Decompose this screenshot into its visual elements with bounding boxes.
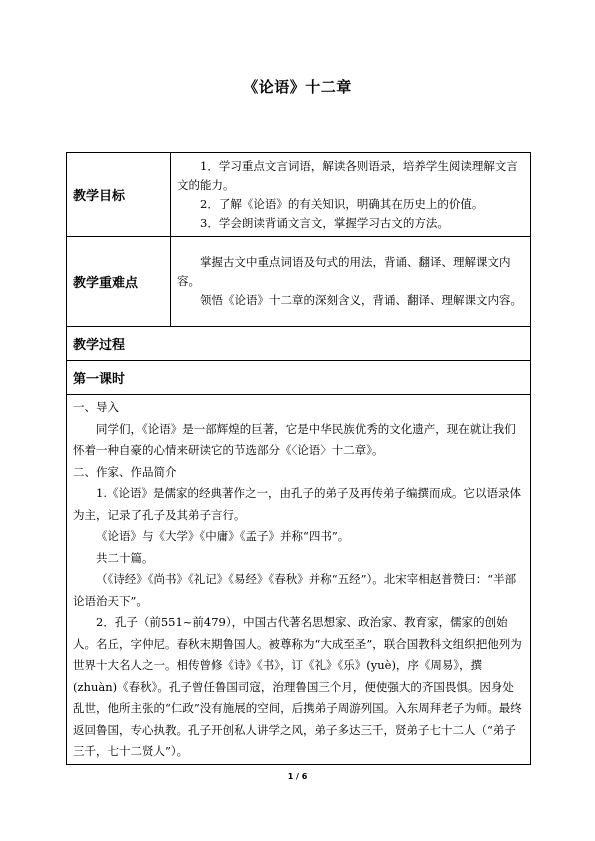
section-heading: 二、作家、作品简介 (73, 464, 177, 479)
body-paragraph: 同学们，《论语》是一部辉煌的巨著，它是中华民族优秀的文化遗产，现在就让我们怀着一种自豪的心情来研读它的节选部分《〈论语〉十二章》。 (73, 421, 516, 457)
key-point-item: 领悟《论语》十二章的深刻含义，背诵、翻译、理解课文内容。 (200, 293, 522, 307)
process-row (67, 327, 531, 361)
objectives-content (171, 153, 531, 237)
body-paragraph: 2．孔子（前551~前479），中国古代著名思想家、政治家、教育家，儒家的创始人。名丘，字仲尼。春秋末期鲁国人。被尊称为“大成至圣”，联合国教科文组织把他列为世界十大名人之一。相传曾修《诗》《书》，订《礼》《乐》(yuè)，序《周易》，撰(zhuàn)《春秋》。孔子曾任鲁国司寇，治理鲁国三个月，便使强大的齐国畏惧。因身处乱世，他所主张的“仁政”没有施展的空间，后携弟子周游列国。入东周拜老子为师。最终返回鲁国，专心执教。孔子开创私人讲学之风，弟子多达三千，贤弟子七十二人（“弟子三千，七十二贤人”）。 (73, 615, 522, 758)
body-paragraph: 《论语》与《大学》《中庸》《孟子》并称“四书”。 (96, 529, 350, 543)
lesson-plan-table (66, 152, 531, 765)
process-label: 教学过程 (67, 327, 531, 361)
objective-item: 3．学会朗读背诵文言文，掌握学习古文的方法。 (200, 215, 449, 230)
body-paragraph: 1.《论语》是儒家的经典著作之一，由孔子的弟子及再传弟子编撰而成。它以语录体为主，记录了孔子及其弟子言行。 (73, 486, 521, 522)
lesson-body (67, 395, 531, 765)
objective-item: 2．了解《论语》的有关知识，明确其在历史上的价值。 (200, 196, 484, 211)
key-points-row (67, 237, 531, 327)
objectives-row (67, 153, 531, 237)
section-heading: 一、导入 (73, 400, 119, 414)
lesson-label: 第一课时 (67, 361, 531, 395)
key-points-content (171, 237, 531, 327)
body-paragraph: （《诗经》《尚书》《礼记》《易经》《春秋》并称“五经”）。北宋宰相赵普赞曰：“半部论语治天下”。 (73, 572, 517, 608)
key-point-item: 掌握古文中重点词语及句式的用法，背诵、翻译、理解课文内容。 (177, 255, 511, 288)
document-title: 《论语》十二章 (243, 78, 352, 96)
key-points-label: 教学重难点 (67, 237, 171, 327)
body-paragraph: 共二十篇。 (96, 550, 154, 565)
objective-item: 1．学习重点文言词语，解读各则语录，培养学生阅读理解文言文的能力。 (177, 158, 518, 192)
page-number: 1 / 6 (287, 772, 308, 781)
objectives-label: 教学目标 (67, 153, 171, 237)
lesson-row (67, 361, 531, 395)
body-row (67, 395, 531, 765)
